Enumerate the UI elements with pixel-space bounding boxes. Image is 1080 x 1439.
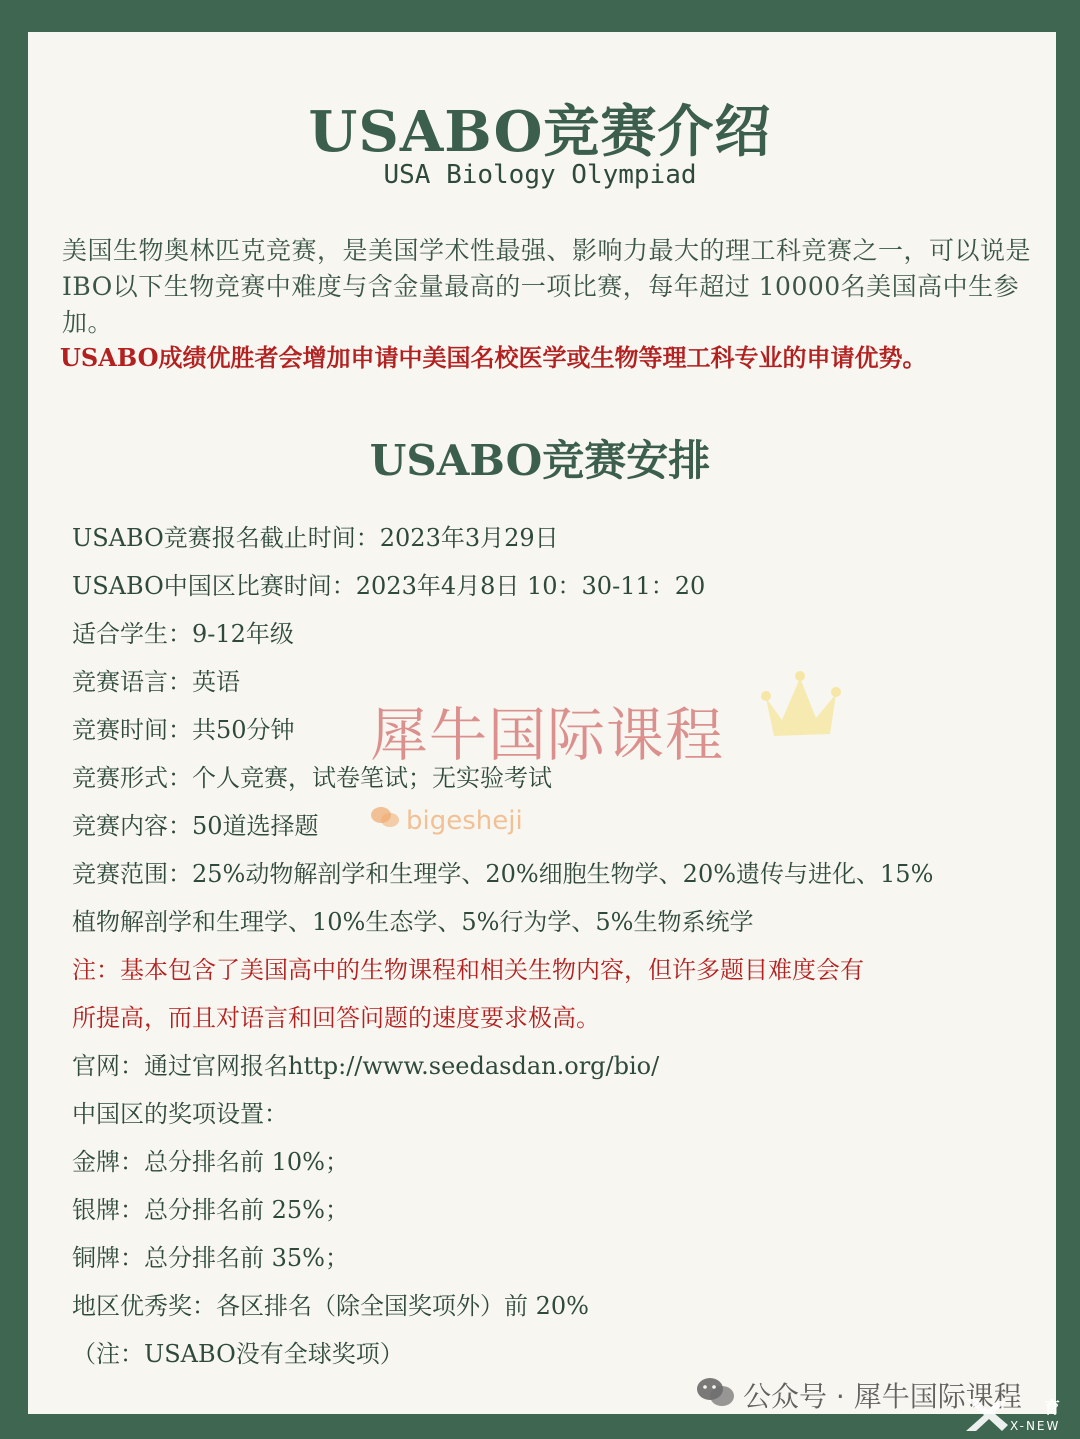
wechat-icon	[695, 1376, 735, 1415]
competition-language: 竞赛语言：英语	[72, 668, 240, 696]
note-line2: 所提高，而且对语言和回答问题的速度要求极高。	[72, 1004, 600, 1032]
footer-account-text: 公众号 · 犀牛国际课程	[743, 1380, 1022, 1413]
china-exam-time: USABO中国区比赛时间：2023年4月8日 10：30-11：20	[72, 572, 706, 600]
schedule-title: USABO竞赛安排	[369, 436, 711, 485]
note-line1: 注：基本包含了美国高中的生物课程和相关生物内容，但许多题目难度会有	[72, 956, 864, 984]
award-gold: 金牌：总分排名前 10%；	[72, 1148, 349, 1176]
award-silver: 银牌：总分排名前 25%；	[72, 1196, 349, 1224]
logo-edu-text: 育	[1044, 1398, 1061, 1417]
competition-duration: 竞赛时间：共50分钟	[72, 716, 295, 744]
page-subtitle: USA Biology Olympiad	[383, 160, 697, 190]
page-title: USABO竞赛介绍	[308, 99, 772, 165]
eligible-students: 适合学生：9-12年级	[72, 620, 294, 648]
watermark-wechat-id: bigesheji	[406, 805, 523, 836]
competition-scope-line1: 竞赛范围：25%动物解剖学和生理学、20%细胞生物学、20%遗传与进化、15%	[72, 860, 934, 888]
awards-heading: 中国区的奖项设置：	[72, 1100, 288, 1128]
award-regional: 地区优秀奖：各区排名（除全国奖项外）前 20%	[72, 1292, 589, 1320]
watermark-brand: 犀牛国际课程	[370, 701, 725, 769]
logo-text: X-NEW	[1010, 1419, 1061, 1433]
intro-highlight: USABO成绩优胜者会增加申请中美国名校医学或生物等理工科专业的申请优势。	[60, 343, 927, 372]
x-new-logo-icon	[962, 1395, 1010, 1435]
crown-icon	[760, 668, 844, 748]
global-award-note: （注：USABO没有全球奖项）	[72, 1340, 404, 1368]
award-bronze: 铜牌：总分排名前 35%；	[72, 1244, 349, 1272]
registration-deadline: USABO竞赛报名截止时间：2023年3月29日	[72, 524, 559, 552]
competition-content: 竞赛内容：50道选择题	[72, 812, 319, 840]
competition-scope-line2: 植物解剖学和生理学、10%生态学、5%行为学、5%生物系统学	[72, 908, 754, 936]
brand-logo	[962, 1395, 1074, 1435]
wechat-icon	[370, 805, 400, 836]
official-website: 官网：通过官网报名http://www.seedasdan.org/bio/	[72, 1052, 660, 1080]
intro-paragraph: 美国生物奥林匹克竞赛，是美国学术性最强、影响力最大的理工科竞赛之一，可以说是IBO以下生物竞赛中难度与含金量最高的一项比赛，每年超过 10000名美国高中生参加。	[62, 236, 1032, 337]
competition-format: 竞赛形式：个人竞赛，试卷笔试；无实验考试	[72, 764, 552, 792]
watermark-wechat	[370, 805, 523, 836]
